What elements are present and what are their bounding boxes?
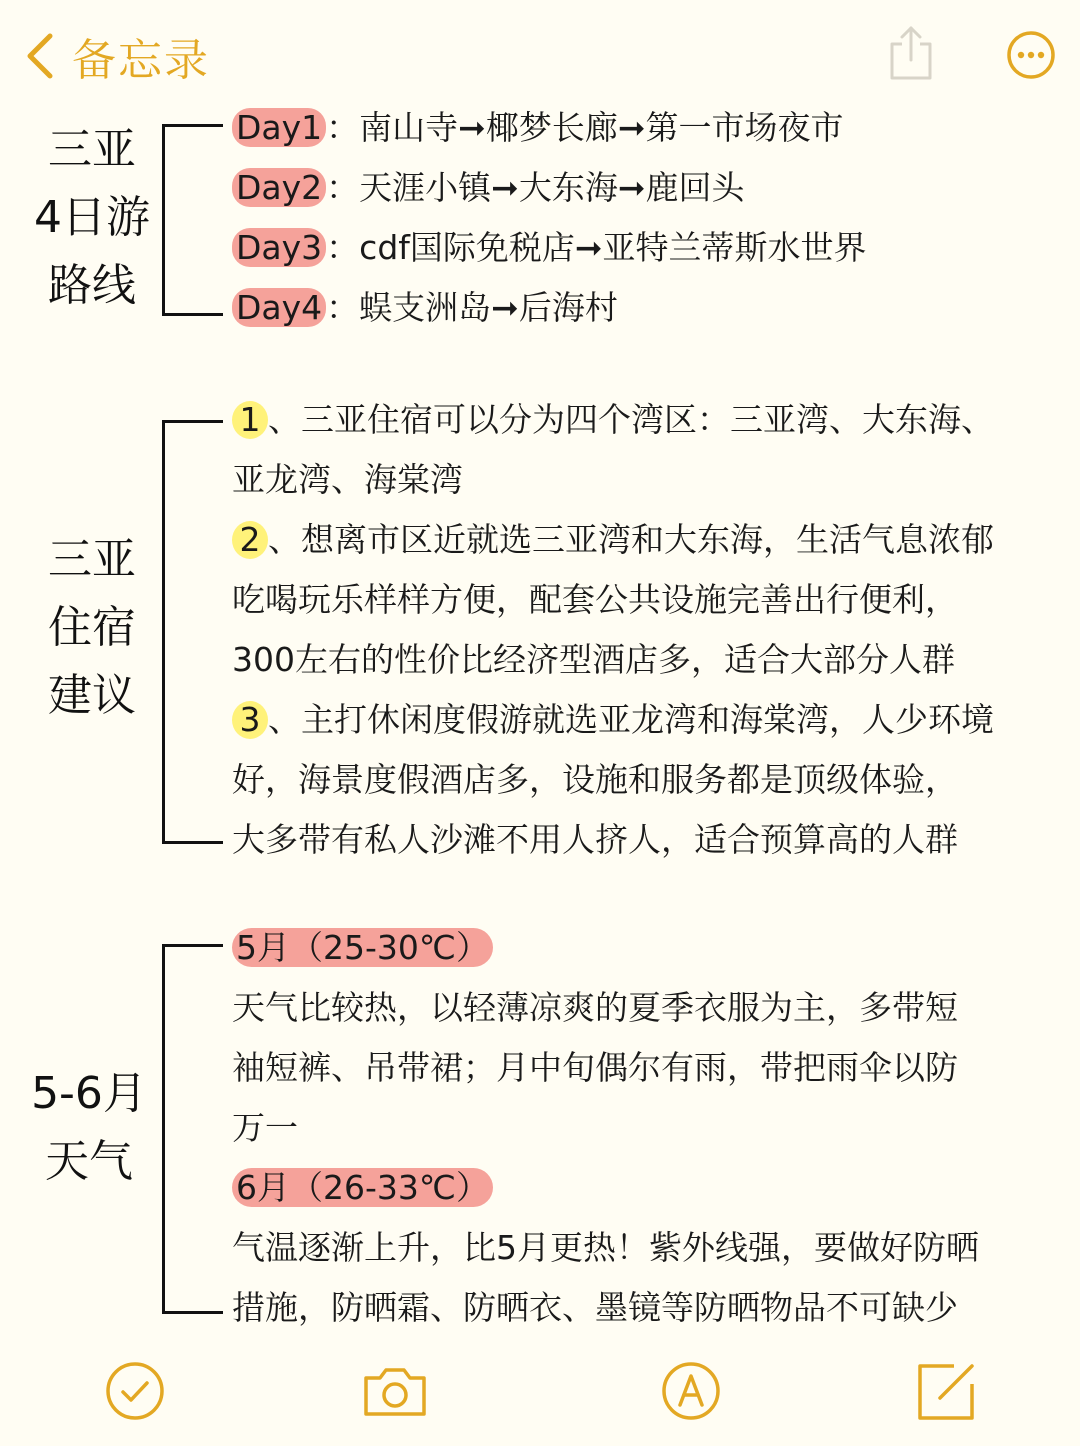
item-number-badge: 3 <box>232 701 268 739</box>
item-text: 、主打休闲度假游就选亚龙湾和海棠湾，人少环境 <box>268 700 994 739</box>
weather-line <box>232 1038 958 1098</box>
itinerary-title-line: 4日游 <box>34 192 150 243</box>
lodging-item-line <box>232 690 994 750</box>
day-tag: Day3 <box>232 228 326 267</box>
day-row <box>232 278 618 338</box>
weather-text: 措施，防晒霜、防晒衣、墨镜等防晒物品不可缺少 <box>232 1288 958 1327</box>
item-number-badge: 2 <box>232 521 268 559</box>
day-sep: ： <box>326 168 360 207</box>
month-heading <box>232 1158 493 1218</box>
month-heading <box>232 918 493 978</box>
weather-line <box>232 1278 958 1338</box>
weather-bracket <box>162 944 223 1314</box>
day-row <box>232 158 744 218</box>
lodging-item-line <box>232 810 958 870</box>
day-sep: ： <box>326 108 360 147</box>
bottom-toolbar <box>0 1350 1080 1446</box>
day-route: cdf国际免税店➞亚特兰蒂斯水世界 <box>359 228 867 267</box>
item-text: 、三亚住宿可以分为四个湾区：三亚湾、大东海、 <box>268 400 994 439</box>
lodging-bracket <box>162 420 223 844</box>
item-text: 好，海景度假酒店多，设施和服务都是顶级体验， <box>232 760 958 799</box>
weather-line <box>232 978 958 1038</box>
lodging-title <box>30 526 154 730</box>
lodging-item-line <box>232 750 958 810</box>
day-sep: ： <box>326 288 360 327</box>
day-tag: Day1 <box>232 108 326 147</box>
weather-title-line: 5-6月 <box>31 1068 147 1119</box>
markup-icon[interactable] <box>660 1360 722 1422</box>
compose-icon[interactable] <box>914 1360 978 1424</box>
itinerary-bracket <box>162 124 223 316</box>
back-label: 备忘录 <box>72 35 210 86</box>
lodging-item-line <box>232 510 994 570</box>
item-text: 吃喝玩乐样样方便，配套公共设施完善出行便利， <box>232 580 958 619</box>
back-button[interactable] <box>22 26 210 86</box>
share-icon[interactable] <box>884 24 938 82</box>
itinerary-title <box>30 116 154 320</box>
lodging-item-line <box>232 630 955 690</box>
month-tag: 6月（26-33℃） <box>232 1168 493 1207</box>
itinerary-title-line: 三亚 <box>48 124 136 175</box>
top-bar <box>0 0 1080 110</box>
day-route: 南山寺➞椰梦长廊➞第一市场夜市 <box>359 108 844 147</box>
lodging-title-line: 建议 <box>48 670 136 721</box>
weather-title <box>22 1060 156 1196</box>
camera-icon[interactable] <box>360 1360 430 1422</box>
item-text: 大多带有私人沙滩不用人挤人，适合预算高的人群 <box>232 820 958 859</box>
checklist-icon[interactable] <box>104 1360 166 1422</box>
lodging-item-line <box>232 450 463 510</box>
day-route: 天涯小镇➞大东海➞鹿回头 <box>359 168 745 207</box>
lodging-item-line <box>232 390 994 450</box>
chevron-left-icon <box>22 30 58 82</box>
day-tag: Day2 <box>232 168 326 207</box>
day-route: 蜈支洲岛➞后海村 <box>359 288 618 327</box>
day-sep: ： <box>326 228 360 267</box>
item-text: 300左右的性价比经济型酒店多，适合大部分人群 <box>232 640 955 679</box>
lodging-item-line <box>232 570 958 630</box>
item-text: 、想离市区近就选三亚湾和大东海，生活气息浓郁 <box>268 520 994 559</box>
weather-line <box>232 1098 298 1158</box>
itinerary-title-line: 路线 <box>48 260 136 311</box>
lodging-title-line: 住宿 <box>48 602 136 653</box>
month-tag: 5月（25-30℃） <box>232 928 493 967</box>
lodging-title-line: 三亚 <box>48 534 136 585</box>
weather-text: 气温逐渐上升，比5月更热！紫外线强，要做好防晒 <box>232 1228 979 1267</box>
weather-text: 万一 <box>232 1108 298 1147</box>
weather-line <box>232 1218 979 1278</box>
weather-title-line: 天气 <box>45 1136 133 1187</box>
item-text: 亚龙湾、海棠湾 <box>232 460 463 499</box>
weather-text: 袖短裤、吊带裙；月中旬偶尔有雨，带把雨伞以防 <box>232 1048 958 1087</box>
day-row <box>232 218 867 278</box>
day-tag: Day4 <box>232 288 326 327</box>
day-row <box>232 98 843 158</box>
weather-text: 天气比较热，以轻薄凉爽的夏季衣服为主，多带短 <box>232 988 958 1027</box>
more-options-icon[interactable] <box>1006 30 1056 80</box>
item-number-badge: 1 <box>232 401 268 439</box>
